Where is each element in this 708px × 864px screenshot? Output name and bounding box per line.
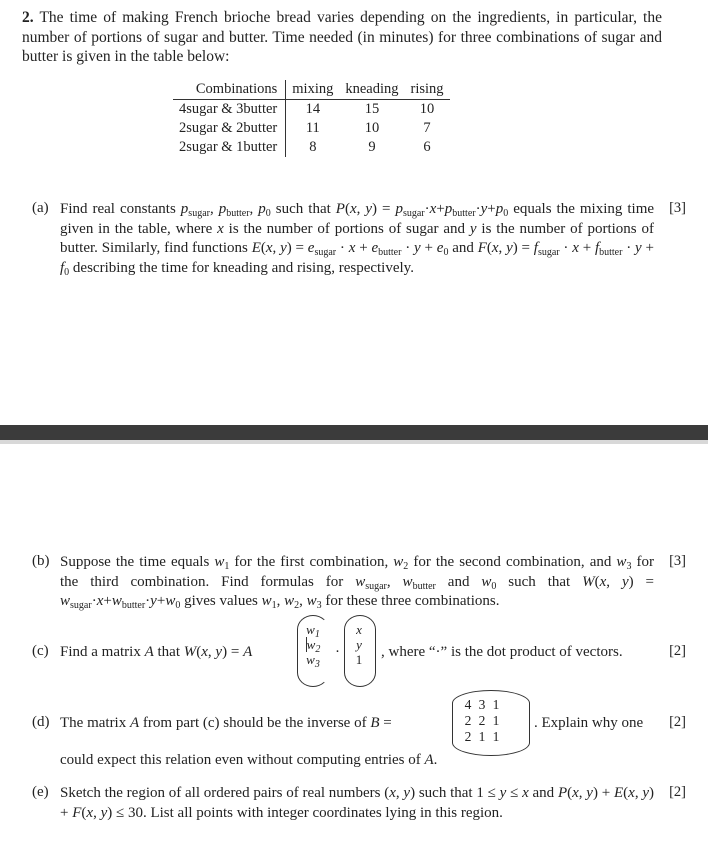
table-header: kneading bbox=[339, 80, 404, 100]
table-cell: 2sugar & 1butter bbox=[173, 138, 286, 157]
matrix-entry: 2 bbox=[478, 713, 486, 728]
matrix-entry: 2 bbox=[464, 713, 472, 728]
part-c-marks: [2] bbox=[669, 643, 686, 659]
data-table bbox=[173, 80, 450, 157]
page-divider bbox=[0, 425, 708, 440]
dot-operator: · bbox=[335, 644, 340, 660]
table-row bbox=[173, 119, 450, 138]
part-e-text: Sketch the region of all ordered pairs of real numbers (x, y) such that 1 ≤ y ≤ x and P(x, y) + E(x, y) + F(x, y) ≤ 30. List all points with integer coordinates lying in this region. bbox=[60, 785, 654, 821]
table-header-row bbox=[173, 80, 450, 100]
table-cell: 6 bbox=[423, 139, 431, 155]
table-cell: 10 bbox=[364, 120, 380, 136]
table-cell: 15 bbox=[364, 101, 380, 117]
table-cell: 2sugar & 2butter bbox=[173, 119, 286, 138]
part-b-marks: [3] bbox=[669, 553, 686, 569]
part-b-label: (b) bbox=[32, 553, 50, 569]
matrix-entry: 4 bbox=[464, 697, 472, 712]
table-row bbox=[173, 100, 450, 120]
table-cell: 10 bbox=[419, 101, 435, 117]
table-cell: 14 bbox=[305, 101, 321, 117]
matrix-entry: 1 bbox=[492, 729, 500, 744]
part-d-line2: could expect this relation even without computing entries of A. bbox=[60, 752, 438, 768]
page-divider-shadow bbox=[0, 440, 708, 444]
table-cell: 11 bbox=[305, 120, 320, 136]
matrix-b bbox=[461, 697, 503, 745]
table-cell: 9 bbox=[368, 139, 376, 155]
xy1-vector: x y 1 bbox=[355, 622, 363, 667]
part-c-label: (c) bbox=[32, 643, 49, 659]
matrix-entry: 1 bbox=[478, 729, 486, 744]
part-e-marks: [2] bbox=[669, 784, 686, 800]
table-header: mixing bbox=[286, 80, 340, 100]
table-cell: 8 bbox=[309, 139, 317, 155]
question-intro bbox=[22, 8, 662, 67]
part-e-label: (e) bbox=[32, 784, 49, 800]
question-number: 2. bbox=[22, 9, 34, 26]
matrix-entry: 1 bbox=[492, 697, 500, 712]
matrix-entry: 1 bbox=[492, 713, 500, 728]
part-a-label: (a) bbox=[32, 200, 49, 216]
intro-text: The time of making French brioche bread varies depending on the ingredients, in particular, the number of portions of sugar and butter. Time needed (in minutes) for three combinations of sugar and butter is given in the table below: bbox=[22, 9, 662, 65]
part-c-post: , where “·” is the dot product of vectors. bbox=[381, 644, 623, 660]
matrix-entry: 2 bbox=[464, 729, 472, 744]
matrix-entry: 3 bbox=[478, 697, 486, 712]
part-d-pre: The matrix A from part (c) should be the inverse of B = bbox=[60, 715, 392, 731]
table-header: Combinations bbox=[173, 80, 286, 100]
table-cell: 4sugar & 3butter bbox=[173, 100, 286, 120]
w-vector: $w_1$ $w_2$ $w_3$ bbox=[306, 622, 321, 670]
part-d-label: (d) bbox=[32, 714, 50, 730]
table-header: rising bbox=[405, 80, 450, 100]
table-row bbox=[173, 138, 450, 157]
part-c-pre: Find a matrix A that W(x, y) = A bbox=[60, 644, 253, 660]
table-cell: 7 bbox=[423, 120, 431, 136]
part-a-marks: [3] bbox=[669, 200, 686, 216]
part-a-tail: respectively. bbox=[338, 259, 414, 276]
part-d-post: . Explain why one bbox=[534, 715, 644, 731]
part-d-marks: [2] bbox=[669, 714, 686, 730]
part-b-text: Suppose the time equals $w_1$ for the first combination, $w_2$ for the second combination, and $w_3$ for the third combination. Find formulas for $w_{sugar}$, $w_{butter}$ and $w_0$ such that W(x, $y) = w_{sugar}\cdot x+w_{butter}\cdot y+w_0$ gives values $w_1$, $w_2$, $w_3$ for these three combinations. bbox=[60, 554, 655, 611]
part-a-text: Find real constants $p_{sugar}$, $p_{butter}$, $p_0$ such that P(x, $y) = p_{sugar}\cdot x+p_{butter}\cdot y+p_0$ equals the mixing time given in the table, where x is the number of portions of sugar and y is the number of portions of butter. Similarly, find functions E(x, $y) = e_{sugar} \cdot x + e_{butter} \cdot y + e_0$ and F(x, $y) = f_{sugar} \cdot x + f_{butter} \cdot y + f_0$ describing the time for kneading and rising, respectively. bbox=[60, 201, 655, 278]
